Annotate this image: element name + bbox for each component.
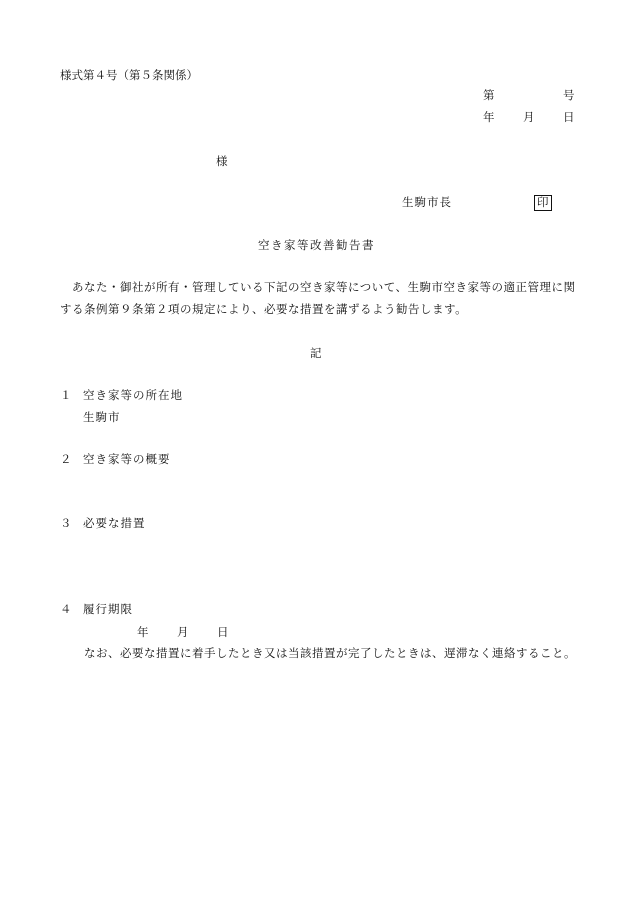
item-4-number: ４ xyxy=(60,602,72,616)
item-3-label: 必要な措置 xyxy=(83,516,146,530)
date-year-label: 年 xyxy=(483,110,495,124)
item-1-label: 空き家等の所在地 xyxy=(83,388,183,402)
addressee-suffix: 様 xyxy=(216,154,228,168)
seal-mark: 印 xyxy=(534,195,552,211)
note-paragraph: なお、必要な措置に着手したとき又は当該措置が完了したときは、遅滞なく連絡すること。 xyxy=(84,646,576,660)
document-number-prefix: 第 xyxy=(483,88,495,102)
body-paragraph: あなた・御社が所有・管理している下記の空き家等について、生駒市空き家等の適正管理に関する条例第９条第２項の規定により、必要な措置を講ずるよう勧告します。 xyxy=(60,280,576,316)
item-4-label: 履行期限 xyxy=(83,602,133,616)
deadline-year-label: 年 xyxy=(137,625,149,639)
ki-heading: 記 xyxy=(310,346,322,360)
item-2-number: ２ xyxy=(60,452,72,466)
date-month-label: 月 xyxy=(523,110,535,124)
item-3-number: ３ xyxy=(60,516,72,530)
item-2-label: 空き家等の概要 xyxy=(83,452,171,466)
sender-name: 生駒市長 xyxy=(402,195,452,209)
item-1-value: 生駒市 xyxy=(83,410,121,424)
deadline-day-label: 日 xyxy=(217,625,229,639)
document-title: 空き家等改善勧告書 xyxy=(258,238,375,252)
deadline-month-label: 月 xyxy=(177,625,189,639)
date-day-label: 日 xyxy=(563,110,575,124)
form-label: 様式第４号（第５条関係） xyxy=(60,68,198,82)
document-number-suffix: 号 xyxy=(563,88,575,102)
item-1-number: １ xyxy=(60,388,72,402)
